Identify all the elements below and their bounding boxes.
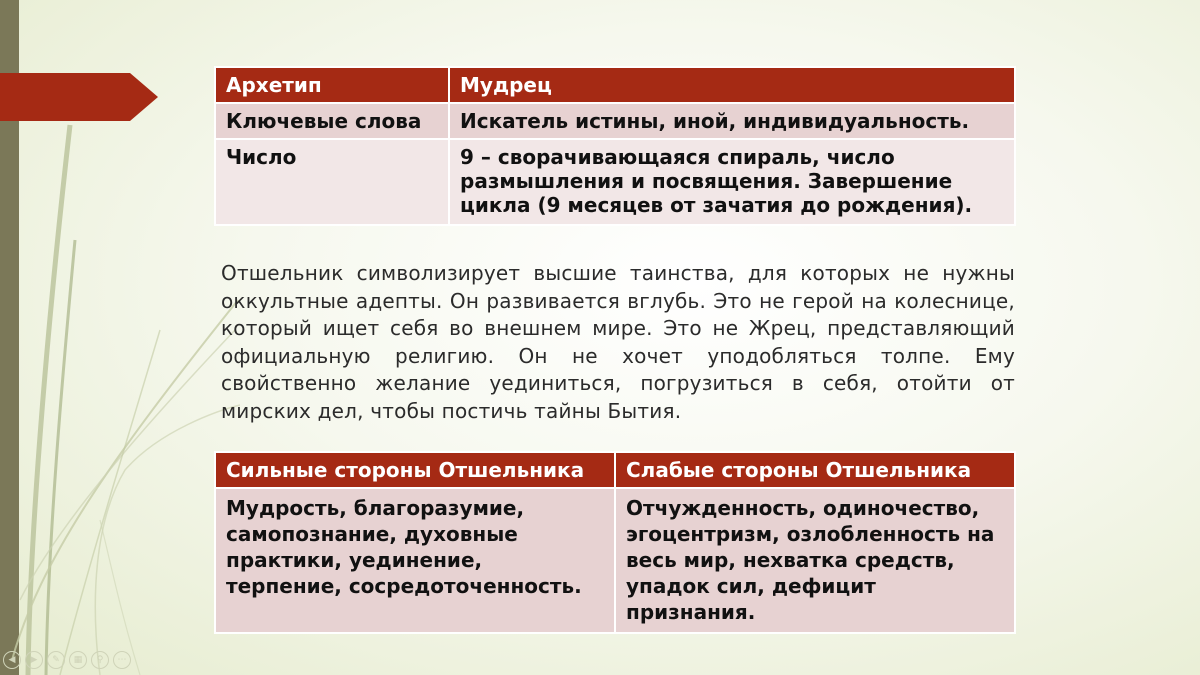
table-row [215,103,1015,139]
prev-icon[interactable]: ◀ [3,651,21,669]
label-number: Число [215,139,449,225]
header-cell-sage: Мудрец [449,67,1015,103]
strengths-text: Мудрость, благоразумие, самопознание, духовные практики, уединение, терпение, сосредоточенность. [215,488,615,633]
table-row [215,488,1015,633]
arrow-icon [0,73,158,121]
header-cell-archetype: Архетип [215,67,449,103]
value-keywords: Искатель истины, иной, индивидуальность. [449,103,1015,139]
play-icon[interactable]: ▶ [25,651,43,669]
pen-icon[interactable]: ✎ [47,651,65,669]
zoom-icon[interactable]: ⚲ [91,651,109,669]
label-keywords: Ключевые слова [215,103,449,139]
table-header-row [215,452,1015,488]
value-number: 9 – сворачивающаяся спираль, число размышления и посвящения. Завершение цикла (9 месяцев от зачатия до рождения). [449,139,1015,225]
archetype-table [214,66,1016,226]
table-header-row [215,67,1015,103]
table-row [215,139,1015,225]
more-icon[interactable]: ⋯ [113,651,131,669]
slides-icon[interactable]: ▦ [69,651,87,669]
weaknesses-text: Отчужденность, одиночество, эгоцентризм, озлобленность на весь мир, нехватка средств, упадок сил, дефицит признания. [615,488,1015,633]
slideshow-toolbar [3,651,131,669]
header-strengths: Сильные стороны Отшельника [215,452,615,488]
strengths-weaknesses-table [214,451,1016,634]
header-weaknesses: Слабые стороны Отшельника [615,452,1015,488]
hermit-description: Отшельник символизирует высшие таинства, для которых не нужны оккультные адепты. Он развивается вглубь. Это не герой на колеснице, который ищет себя во внешнем мире. Это не Жрец, представляющий официальную религию. Он не хочет уподобляться толпе. Ему свойственно желание уединиться, погрузиться в себя, отойти от мирских дел, чтобы постичь тайны Бытия. [221,261,1015,423]
